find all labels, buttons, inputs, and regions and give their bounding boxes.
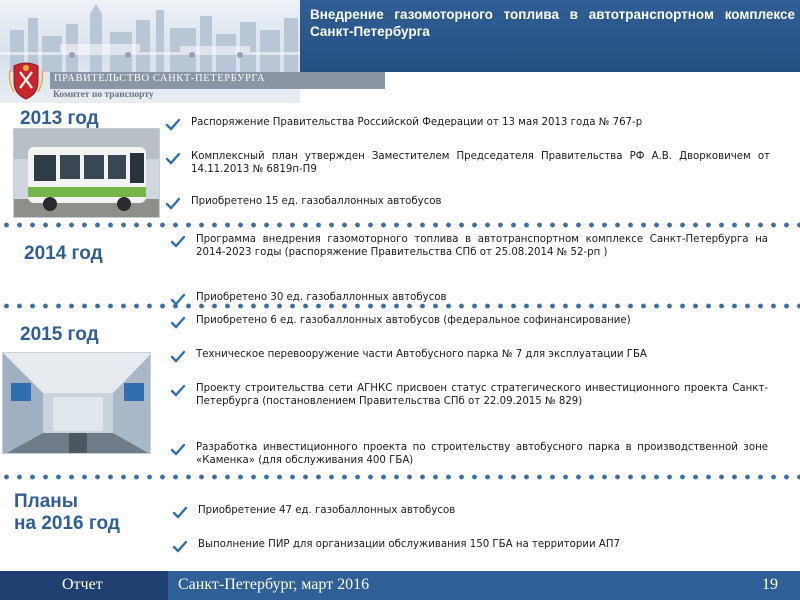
list-item: [172, 539, 768, 554]
item-text: Программа внедрения газомоторного топлива в автотранспортном комплексе Санкт-Петербурга на 2014-2023 годы (распоряжение Правительства СПб от 25.08.2014 № 52-рп ): [196, 234, 768, 258]
committee-name: Комитет по транспорту: [53, 90, 154, 100]
depot-image: [3, 353, 151, 454]
item-text: Приобретено 15 ед. газобаллонных автобусов: [191, 196, 442, 207]
list-item: [165, 117, 770, 132]
checkmark-icon: [170, 316, 186, 330]
footer-right-panel: [168, 571, 800, 600]
list-item: [165, 151, 770, 176]
section-divider: [0, 474, 800, 480]
checkmark-icon: [165, 197, 181, 211]
checkmark-icon: [172, 540, 188, 554]
page-title: Внедрение газомоторного топлива в автотранспортном комплексе Санкт-Петербурга: [310, 7, 795, 39]
item-text: Приобретение 47 ед. газобаллонных автобусов: [198, 505, 456, 516]
item-text: Распоряжение Правительства Российской Федерации от 13 мая 2013 года № 767-р: [191, 117, 643, 128]
section-divider: [0, 222, 800, 228]
list-item: [165, 196, 770, 211]
item-text: Выполнение ПИР для организации обслуживания 150 ГБА на территории АП7: [198, 539, 620, 550]
year-2014-label: 2014 год: [24, 243, 103, 264]
list-item: [170, 383, 768, 408]
item-text: Приобретено 30 ед. газобаллонных автобусов: [196, 292, 447, 303]
list-item: [170, 442, 768, 467]
government-name: ПРАВИТЕЛЬСТВО САНКТ-ПЕТЕРБУРГА: [54, 73, 266, 84]
item-text: Приобретено 6 ед. газобаллонных автобусов (федеральное софинансирование): [196, 315, 631, 326]
title-panel: [300, 0, 800, 72]
item-text: Разработка инвестиционного проекта по строительству автобусного парка в производственной зоне «Каменка» (для обслуживания 400 ГБА): [196, 442, 768, 466]
item-text: Комплексный план утвержден Заместителем Председателя Правительства РФ А.В. Дворковичем от 14.11.2013 № 6819п-П9: [191, 151, 770, 175]
slide-footer: [0, 571, 800, 600]
section-divider: [0, 303, 800, 309]
page-number: 19: [762, 576, 778, 593]
slide-header: [0, 0, 800, 103]
item-text: Проекту строительства сети АГНКС присвоен статус стратегического инвестиционного проекта Санкт-Петербурга (постановлением Правительства СПб от 22.09.2015 № 829): [196, 383, 768, 407]
plans-label-line2: на 2016 год: [14, 513, 120, 534]
plans-label-line1: Планы: [14, 491, 78, 512]
checkmark-icon: [165, 118, 181, 132]
bus-photo: [13, 128, 160, 218]
list-item: [170, 349, 768, 364]
footer-place-date: Санкт-Петербург, март 2016: [178, 576, 370, 593]
year-2015-label: 2015 год: [20, 324, 99, 345]
bus-depot-photo: [2, 352, 151, 454]
footer-report-label: Отчет: [62, 576, 103, 593]
footer-left-panel: [0, 571, 168, 600]
plans-2016-label: [14, 491, 120, 535]
checkmark-icon: [172, 506, 188, 520]
government-bar: [50, 72, 385, 89]
checkmark-icon: [165, 152, 181, 166]
list-item: [170, 234, 768, 259]
coat-of-arms-icon: [6, 60, 46, 100]
year-2013-label: 2013 год: [20, 108, 99, 129]
checkmark-icon: [170, 384, 186, 398]
bus-image: [14, 129, 160, 218]
checkmark-icon: [170, 443, 186, 457]
item-text: Техническое перевооружение части Автобусного парка № 7 для эксплуатации ГБА: [196, 349, 647, 360]
list-item: [172, 505, 768, 520]
list-item: [170, 315, 768, 330]
checkmark-icon: [170, 350, 186, 364]
checkmark-icon: [170, 235, 186, 249]
